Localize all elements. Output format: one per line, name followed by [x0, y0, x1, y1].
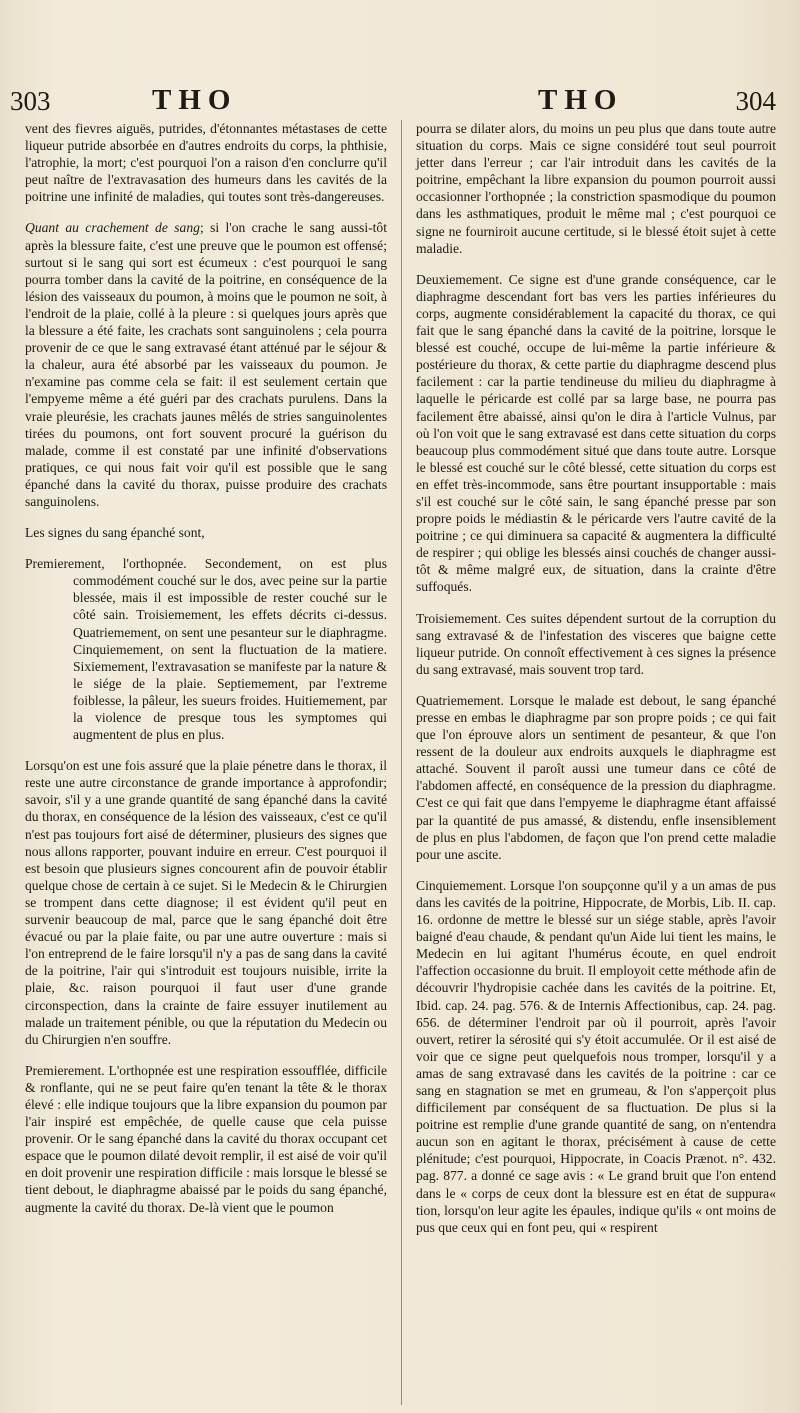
- paragraph: Premierement. L'orthopnée est une respiration essoufflée, difficile & ronflante, qui ne se peut faire qu'en tenant la tête & le thorax élevé : elle indique toujours que la libre expansion du poumon par l'air inspiré est empêchée, de quelle cause que cela puisse provenir. Or le sang épanché dans la cavité du thorax occupant cet espace que le poumon dilaté devoit remplir, il est aisé de voir qu'il en doit provenir une respiration difficile : mais lorsque le blessé se tient debout, le diaphragme abaissé par le poids du sang épanché, augmente la cavité du thorax. De-là vient que le poumon: [25, 1062, 387, 1215]
- right-column: [416, 120, 776, 1250]
- paragraph-text: ; si l'on crache le sang aussi-tôt après la blessure faite, c'est une preuve que le poumon est offensé; surtout si le sang qui sort est écumeux : c'est pourquoi le sang pourra tomber dans la cavité de la poitrine, en conséquence de la lésion des vaisseaux du poumon, à moins que le poumon ne soit, à l'endroit de la plaie, collé à la pleure : si quelques jours après que la blessure a été faite, les crachats sont sanguinolens ; cela pourra provenir de ce que le sang extravasé étant atténué par le séjour & la chaleur, aura été absorbé par les vaisseaux du poumon. Je n'examine pas comme cela se fait: il est seulement certain que l'empyeme même a été guéri par des crachats purulens. Dans la vraie pleurésie, les crachats jaunes mêlés de stries sanguinolentes tirées du poumons, ont fort souvent procuré la guérison du malade, comme il est constaté par une infinité d'observations pratiques, ce qui nous fait voir qu'il est possible que le sang épanché dans la cavité du thorax, puisse produire des crachats sanguinolens.: [25, 220, 387, 509]
- paragraph-heading: Les signes du sang épanché sont,: [25, 525, 205, 541]
- paragraph: Lorsqu'on est une fois assuré que la plaie pénetre dans le thorax, il reste une autre circonstance de grande importance à approfondir; savoir, s'il y a une grande quantité de sang épanché dans la cavité du thorax, en conséquence de la lésion des vaisseaux, c'est ce qu'il n'est pas toujours fort aisé de déterminer, plusieurs des signes que nous allons rapporter, pouvant induire en erreur. C'est pourquoi il est besoin que plusieurs signes concourent afin de pouvoir établir quelque chose de certain à ce sujet. Si le Medecin & le Chirurgien se trompent dans cette diagnose; il est évident qu'il peut en survenir beaucoup de mal, parce que le sang épanché doit être évacué ou par la plaie faite, ou par une autre ouverture : mais si l'on entreprend de le faire lorsqu'il n'y a pas de sang dans la cavité de la poitrine, l'air qui s'introduit est toujours nuisible, irrite la plaie, &c. raison pourquoi il faut user d'une grande circonspection, dans la crainte de faire essuyer inutilement au malade un traitement pénible, ou que la réputation du Medecin ou du Chirurgien n'en souffre.: [25, 758, 387, 1047]
- column-rule: [401, 120, 402, 1405]
- paragraph-signes: Premierement, l'orthopnée. Secondement, on est plus commodément couché sur le dos, avec peine sur la partie blessée, mais il est impossible de rester couché sur le côté sain. Troisiemement, les effets décrits ci-dessus. Quatriemement, on sent une pesanteur sur le diaphragme. Cinquiemement, on sent la fluctuation de la matiere. Sixiemement, l'extravasation se manifeste par la nature & le siége de la plaie. Septiemement, par l'extreme foiblesse, la pâleur, les sueurs froides. Huitiemement, par la violence de presque tous les symptomes qui augmentent de plus en plus.: [25, 556, 387, 743]
- running-head-right: THO: [538, 84, 624, 116]
- paragraph: Quatriemement. Lorsque le malade est debout, le sang épanché presse en embas le diaphragme par son propre poids ; ce qui fait que l'on éprouve alors un sentiment de pesanteur, & que l'on ressent de la douleur aux endroits auxquels le diaphragme est attaché. Souvent il paroît aussi une tumeur dans ce côté de l'abdomen affecté, en conséquence de la pression du diaphragme. C'est ce qui fait que dans l'empyeme le diaphragme étant affaissé par la quantité de pus amassé, & distendu, enfle insensiblement de plus en plus l'abdomen, de façon que l'on prend cette maladie pour une ascite.: [416, 692, 776, 862]
- page-number-right: 304: [735, 86, 776, 116]
- page-header: [0, 84, 800, 120]
- page-number-left: 303: [10, 86, 51, 116]
- paragraph: Troisiemement. Ces suites dépendent surtout de la corruption du sang extravasé & de l'infestation des visceres que baigne cette liqueur putride. On connoît effectivement à ces signes la présence du sang extravasé, mais souvent trop tard.: [416, 610, 776, 677]
- paragraph-lead: Quant au crachement de sang: [25, 220, 200, 236]
- paragraph: vent des fievres aiguës, putrides, d'étonnantes métastases de cette liqueur putride absorbée en d'autres endroits du corps, la phthisie, l'atrophie, la mort; c'est pourquoi l'on a raison d'en conclurre qu'il peut naître de l'extravasation des humeurs dans les cavités de la poitrine une infinité de maladies, qui toutes sont très-dangereuses.: [25, 121, 387, 205]
- left-column: [25, 120, 387, 1230]
- running-head-left: THO: [152, 84, 238, 116]
- paragraph-crachement: [25, 219, 387, 510]
- paragraph: Cinquiemement. Lorsque l'on soupçonne qu'il y a un amas de pus dans les cavités de la poitrine, Hippocrate, de Morbis, Lib. II. cap. 16. ordonne de mettre le blessé sur un siége stable, après l'avoir baigné d'eau chaude, & pendant qu'un Aide lui tient les mains, le Medecin en lui agitant l'humérus écoute, en quel endroit l'affection occasionne du bruit. Il employoit cette méthode afin de découvrir l'hydropisie cachée dans les cavités de la poitrine. Et, Ibid. cap. 24. pag. 576. & de Internis Affectionibus, cap. 24. pag. 656. de déterminer l'endroit par où il pourroit, après l'avoir ouvert, retirer la sérosité qui s'y étoit accumulée. Or il est aisé de voir que ce signe peut quelquefois nous tromper, lorsqu'il y a amas de sang extravasé dans les cavités de la poitrine : car ce sang en stagnation se met en grumeau, & l'on s'apperçoit plus difficilement par conséquent de sa fluctuation. De plus si la poitrine est remplie d'une grande quantité de sang, on n'entendra aucun son en agitant le thorax, précisément à cause de cette plénitude; c'est pourquoi, Hippocrate, in Coacis Prænot. n°. 432. pag. 877. a donné ce sage avis : « Le grand bruit que l'on entend dans le « corps de ceux dont la blessure est en état de suppura« tion, lorsqu'on leur agite les épaules, indique qu'ils « ont moins de pus que ceux qui en font peu, qui « respirent: [416, 877, 776, 1235]
- paragraph: Deuxiemement. Ce signe est d'une grande conséquence, car le diaphragme descendant fort bas vers les parties inférieures du corps, augmente considérablement la capacité du thorax, ce qui fait que le sang épanché dans la cavité de la poitrine, lorsque le blessé est couché, occupe de lui-même la partie inférieure & postérieure du thorax, & cette partie du diaphragme descend plus facilement : car la partie tendineuse du milieu du diaphragme à laquelle le péricarde est collé par sa large base, ne pourra pas facilement être abaissé, ainsi qu'on le dira à l'article Vulnus, par où l'on voit que le sang extravasé est dans cette situation du corps beaucoup plus commodément situé que dans toute autre. Lorsque le blessé est couché sur le côté blessé, cette situation du corps est en effet très-incommode, sans être pourtant insupportable : mais s'il est couché sur le côté sain, le sang épanché presse par son propre poids le médiastin & le péricarde vers l'autre cavité de la poitrine ; ce qui diminuera sa capacité & augmentera la difficulté de respirer ; qui oblige les blessés ainsi couchés de changer aussi-tôt & même malgré eux, de situation, dans la crainte d'être suffoqués.: [416, 271, 776, 595]
- paragraph: pourra se dilater alors, du moins un peu plus que dans toute autre situation du corps. Mais ce signe considéré tout seul pourroit jetter dans l'erreur ; car l'air introduit dans les cavités de la poitrine, empêchant la libre expansion du poumon pourroit aussi occasionner l'orthopnée ; la constriction spasmodique du poumon dans les asthmatiques, produit le même mal ; c'est pourquoi ce signe ne fourniroit aucune certitude, si le blessé étoit sujet à cette maladie.: [416, 121, 776, 256]
